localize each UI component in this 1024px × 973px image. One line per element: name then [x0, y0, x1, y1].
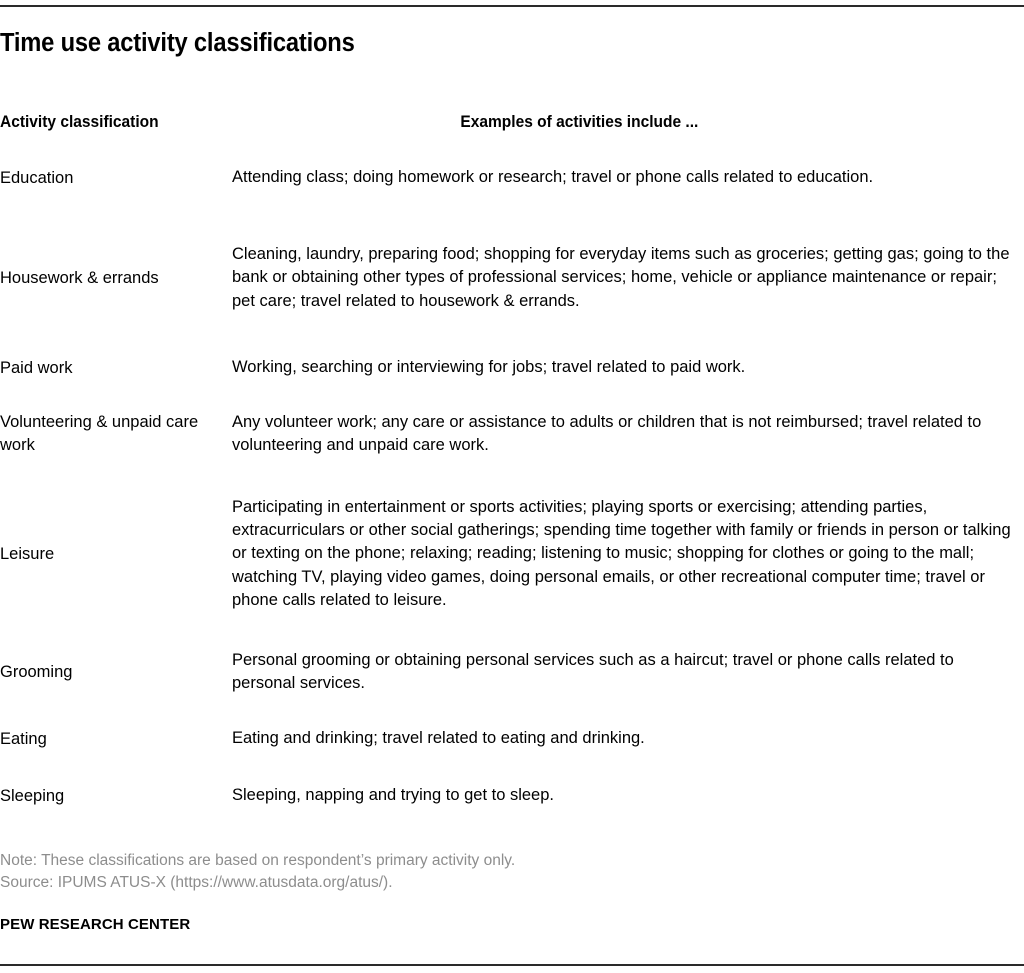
note-text: Note: These classifications are based on respondent’s primary activity only.: [0, 852, 516, 869]
table-row: [0, 142, 1016, 214]
table-header-row: [0, 112, 1016, 142]
column-header-examples: Examples of activities include ...: [460, 113, 699, 131]
row-description-leisure: Participating in entertainment or sports activities; playing sports or exercising; attending parties, extracurriculars or other social gatherings; spending time together with family or friends in person or talking or texting on the phone; relaxing; reading; listening to music; shopping for clothes or going to the mall; watching TV, playing video games, doing personal emails, or other recreational computer time; travel or phone calls related to leisure.: [232, 497, 1011, 609]
table-row: [0, 710, 1016, 768]
organization-credit: PEW RESEARCH CENTER: [0, 916, 191, 933]
row-label-education: Education: [0, 168, 74, 187]
row-description-sleeping: Sleeping, napping and trying to get to sleep.: [232, 786, 554, 805]
row-label-leisure: Leisure: [0, 544, 55, 563]
source-text: Source: IPUMS ATUS-X (https://www.atusdata.org/atus/).: [0, 874, 393, 891]
table-row: [0, 634, 1016, 710]
row-label-paid-work: Paid work: [0, 358, 73, 377]
row-label-grooming: Grooming: [0, 662, 73, 681]
row-description-eating: Eating and drinking; travel related to eating and drinking.: [232, 729, 645, 748]
row-label-eating: Eating: [0, 729, 47, 748]
table-row: [0, 474, 1016, 634]
row-description-volunteering-unpaid-care-work: Any volunteer work; any care or assistance to adults or children that is not reimbursed; travel related to volunteering and unpaid care work.: [232, 412, 982, 454]
table-row: [0, 342, 1016, 394]
row-label-sleeping: Sleeping: [0, 786, 65, 805]
row-label-housework-errands: Housework & errands: [0, 268, 159, 287]
row-description-paid-work: Working, searching or interviewing for jobs; travel related to paid work.: [232, 358, 746, 377]
row-description-education: Attending class; doing homework or research; travel or phone calls related to education.: [232, 168, 874, 187]
bottom-rule-divider: [0, 964, 1024, 966]
table-row: [0, 214, 1016, 342]
row-label-volunteering-unpaid-care-work: Volunteering & unpaid care work: [0, 413, 199, 454]
column-header-activity-classification: Activity classification: [0, 113, 159, 131]
activity-classification-table: [0, 112, 1016, 824]
table-row: [0, 394, 1016, 474]
row-description-housework-errands: Cleaning, laundry, preparing food; shopping for everyday items such as groceries; getting gas; going to the bank or obtaining other types of professional services; home, vehicle or appliance maintenance or repair; pet care; travel related to housework & errands.: [232, 245, 1010, 310]
top-rule-divider: [0, 5, 1024, 7]
table-row: [0, 768, 1016, 824]
header-cell-examples: [232, 112, 1016, 132]
footnotes: [0, 850, 515, 894]
header-cell-classification: [0, 112, 232, 132]
page-title: Time use activity classifications: [0, 29, 355, 57]
row-description-grooming: Personal grooming or obtaining personal services such as a haircut; travel or phone calls related to personal services.: [232, 650, 954, 692]
